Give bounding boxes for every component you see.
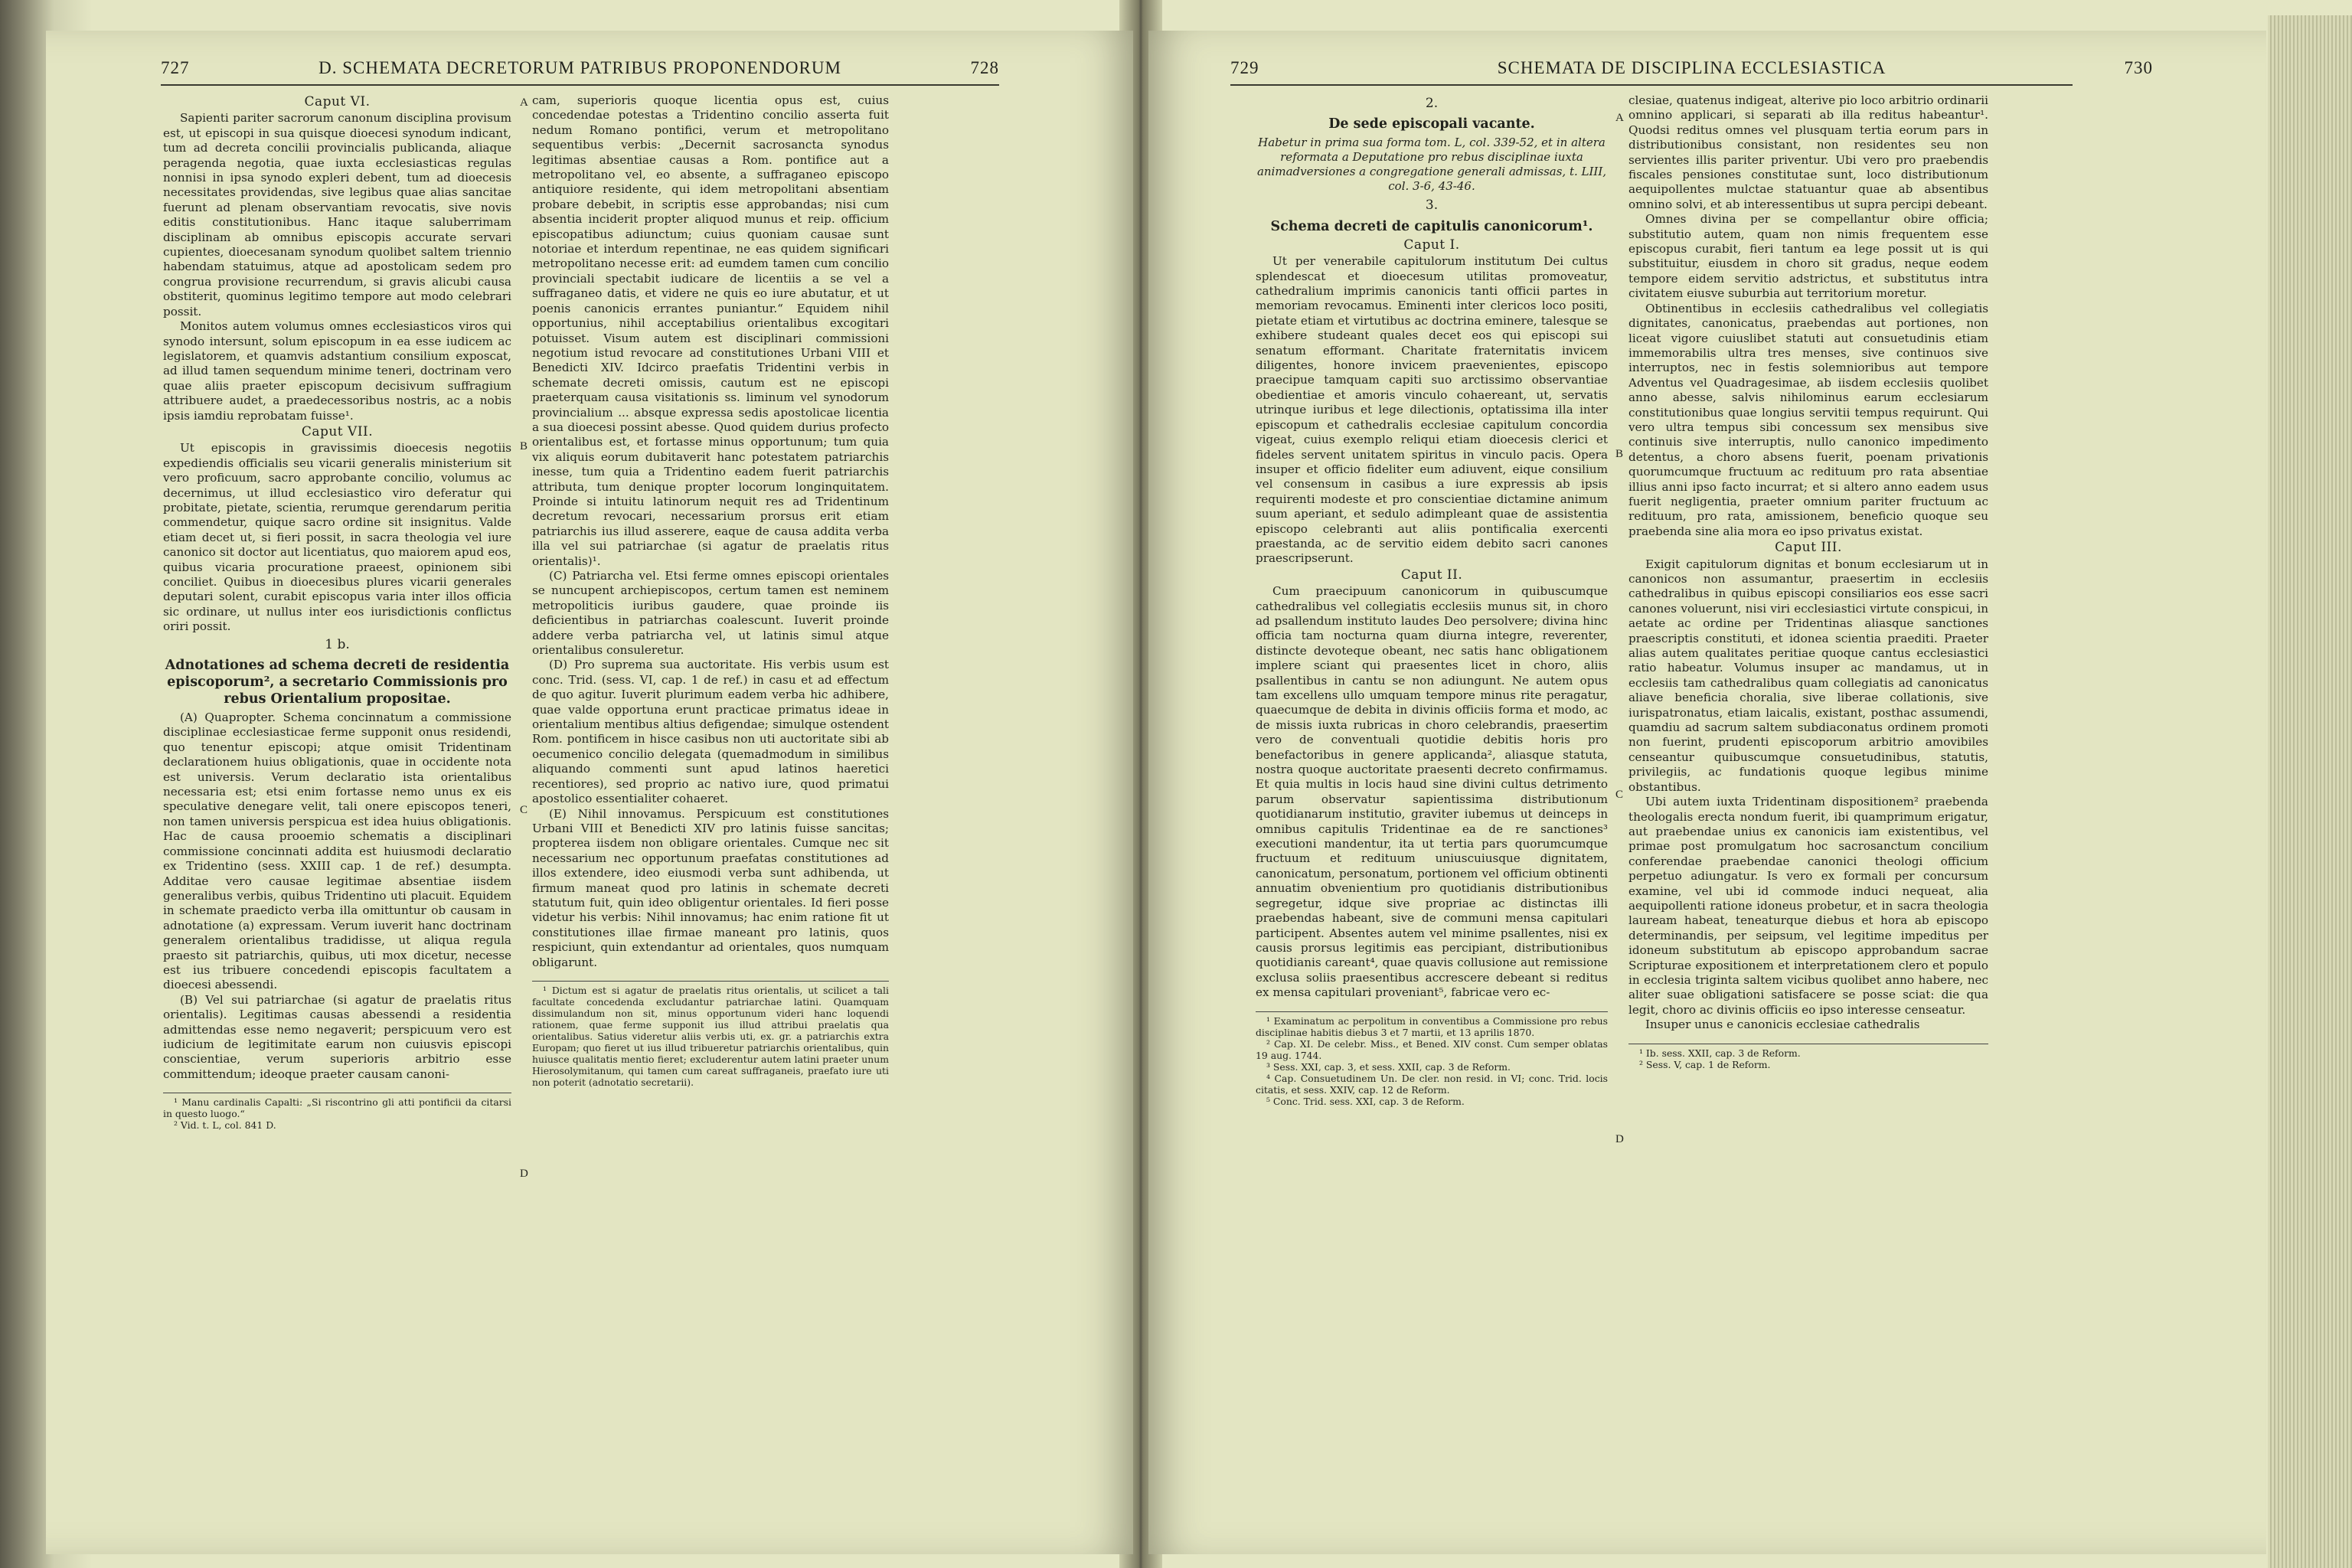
paragraph: (B) Vel sui patriarchae (si agatur de praelatis ritus orientalis). Legitimas causas abessendi a residentia admittendas esse nemo negaverit; perspicuum vero est iudicium de legitimitate earum non cuiusvis episcopi conscientiae, verum superioris arbitrio esse committendum; ideoque praeter causam canoni- bbox=[163, 992, 511, 1081]
page-number-729: 729 bbox=[1230, 58, 1259, 77]
page-number-730: 730 bbox=[2124, 58, 2153, 77]
running-title: SCHEMATA DE DISCIPLINA ECCLESIASTICA bbox=[1497, 58, 1886, 77]
section-number: 3. bbox=[1425, 198, 1439, 214]
margin-letter-d: D bbox=[1615, 1133, 1624, 1145]
footnote: ² Sess. V, cap. 1 de Reform. bbox=[1639, 1058, 1771, 1070]
paragraph: Insuper unus e canonicis ecclesiae cathedralis bbox=[1645, 1018, 1920, 1032]
page-edges bbox=[2268, 15, 2352, 1568]
footnote: ¹ Manu cardinalis Capalti: „Si riscontrino gli atti pontificii da citarsi in questo luogo.“ bbox=[163, 1096, 511, 1120]
footnotes bbox=[1256, 1011, 1608, 1107]
paragraph: Omnes divina per se compellantur obire officia; substitutio autem, quam non nimis frequentem esse episcopus curabit, fieri tantum ea lege possit ut is qui substituitur, eiusdem in choro sit gradus, neque eodem tempore eidem servitio adstrictus, et substitutus intra civitatem eiusve suburbia aut territorium moretur. bbox=[1628, 212, 1988, 301]
section-note: Habetur in prima sua forma tom. L, col. 339-52, et in altera reformata a Deputatione pro rebus disciplinae iuxta animadversiones a congregatione generali admissas, t. LIII, col. 3-6, 43-46. bbox=[1256, 136, 1607, 194]
paragraph: Exigit capitulorum dignitas et bonum ecclesiarum ut in canonicos non assumantur, praesertim in ecclesiis cathedralibus in quibus episcopi consiliarios eos esse sacri canones voluerunt, nisi viri ecclesiastici virtute conspicui, in aetate ac ordine per Tridentinas aliasque sanctiones praescriptis constituti, et idonea scientia praediti. Praeter alias autem qualitates peritiae quoque cantus ecclesiastici ratio habeatur. Volumus insuper ac mandamus, ut in ecclesiis tam cathedralibus quam collegiatis ad canonicatus aliave beneficia choralia, sive liberae collationis, sive iurispatronatus, etiam laicalis, existant, posthac assumendi, quamdiu ad sacrum saltem subdiaconatus ordinem promoti non fuerint, prudenti episcoporum arbitrio amovibiles censeantur quibuscumque consuetudinibus, statutis, privilegiis, ac fundationis quoque legibus minime obstantibus. bbox=[1628, 557, 1988, 794]
paragraph: Obtinentibus in ecclesiis cathedralibus vel collegiatis dignitates, canonicatus, praebendas aut portiones, non liceat vigore cuiuslibet statuti aut consuetudinis etiam immemorabilis ultra tres menses, sive continuos sive interruptos, nec in festis solemnioribus aut tempore Adventus vel Quadragesimae, ab iisdem ecclesiis quolibet anno abesse, salvis nihilominus earum ecclesiarum constitutionibus quae longius servitii tempus requirunt. Qui vero ultra tempus sibi concessum sex mensibus sive continuis sive interruptis, nullo canonico impedimento detentus, a choro absens fuerit, poenam privationis quorumcumque fructuum ac redituum pro rata absentiae illius anni ipso facto incurrat; et si altero anno eadem usus fuerit negligentia, praeter omnium pariter fructuum ac redituum, pro rata, amissionem, beneficio quoque seu praebenda sine alia mora eo ipso privatus existat. bbox=[1628, 301, 1988, 538]
footnote: ³ Sess. XXI, cap. 3, et sess. XXII, cap. 3 de Reform. bbox=[1266, 1060, 1511, 1073]
section-title: De sede episcopali vacante. bbox=[1328, 116, 1535, 132]
footnote: ¹ Dictum est si agatur de praelatis ritus orientalis, ut scilicet a tali facultate concedenda excludantur patriarchae latini. Quamquam dissimulandum non sit, minus opportunum videri hanc loquendi rationem, quae ferme supponit ius illud attribui praelatis qua orientalibus. Satius videretur aliis verbis uti, ex. gr. a patriarchis extra Europam; quo fieret ut ius illud tribueretur patriarchis orientalibus, quin huiusce qualitatis mentio fieret; excluderentur autem latini praeter unum Hierosolymitanum, qui tamen cum careat suffraganeis, praefato iure uti non poterit (adnotatio secretarii). bbox=[532, 984, 889, 1088]
margin-letter-b: B bbox=[520, 440, 528, 452]
margin-letter-c: C bbox=[1615, 789, 1624, 801]
footnote: ² Cap. XI. De celebr. Miss., et Bened. XIV const. Cum semper oblatas 19 aug. 1744. bbox=[1256, 1037, 1608, 1061]
left-column-1 bbox=[163, 93, 511, 1131]
page-number-727: 727 bbox=[161, 58, 190, 77]
footnotes bbox=[532, 981, 889, 1088]
caput-heading: Caput VI. bbox=[304, 94, 371, 109]
caput-heading: Caput VII. bbox=[301, 423, 374, 439]
caput-heading: Caput II. bbox=[1400, 567, 1463, 583]
paragraph: (C) Patriarcha vel. Etsi ferme omnes episcopi orientales se nuncupent archiepiscopos, certum tamen est neminem metropoliticis iuribus gaudere, quae proinde iis deficientibus in patriarchas coalescunt. Iuverit proinde addere verba patriarcha vel, ut latinis simul atque orientalibus consuleretur. bbox=[532, 569, 889, 658]
section-number: 2. bbox=[1425, 96, 1439, 111]
paragraph: clesiae, quatenus indigeat, alterive pio loco arbitrio ordinarii omnino applicari, si separati ab illa reditus habeantur¹. Quodsi reditus omnes vel plusquam tertia eorum pars in distributionibus consistant, non residentes seu non servientes illis pariter priventur. Ubi vero pro praebendis fiscales pensiones constitutae sunt, loco distributionum aequipollentes mulctae statuantur quae ab absentibus omnino solvi, et ab interessentibus ut supra percipi debeant. bbox=[1628, 93, 1988, 211]
right-page bbox=[1148, 31, 2266, 1554]
margin-letter-c: C bbox=[520, 804, 528, 816]
margin-letter-b: B bbox=[1615, 448, 1624, 460]
paragraph: (A) Quapropter. Schema concinnatum a commissione disciplinae ecclesiasticae ferme supponit onus residendi, quo tenentur episcopi; atque omisit Tridentinam declarationem huius obligationis, quae in occidente nota est universis. Verum declaratio ista orientalibus necessaria est; etsi enim fortasse nemo unus ex eis speculative denegare velit, tali onere episcopos teneri, non tamen universis perspicua est idea huius obligationis. Hac de causa prooemio schematis a disciplinari commissione concinnati addita est huiusmodi declaratio ex Tridentino (sess. XXIII cap. 1 de ref.) desumpta. Additae vero causae legitimae absentiae iisdem generalibus verbis, quibus Tridentino uti placuit. Equidem in schemate praedicto verba illa omittuntur ob causam in adnotatione (a) expressam. Verum iuverit hanc doctrinam generalem orientalibus tradidisse, ut aliqua regula praesto sit patriarchis, quibus, uti mox dicetur, necesse est ius tribuere concedendi episcopis facultatem a dioecesi abessendi. bbox=[163, 710, 511, 992]
paragraph: (E) Nihil innovamus. Perspicuum est constitutiones Urbani VIII et Benedicti XIV pro latinis fuisse sancitas; propterea iisdem non obligare orientales. Cumque nec sit necessarium nec opportunum praefatas constitutiones ad illos extendere, ideo eiusmodi verba sunt adhibenda, ut firmum maneat quod pro latinis in schemate decreti statutum fuit, quin ideo obligentur orientales. Id fieri posse videtur his verbis: Nihil innovamus; hac enim ratione fit ut constitutiones illae firmae maneant pro latinis, quos respiciunt, quin extendantur ad orientales, quos numquam obligarunt. bbox=[532, 806, 889, 969]
left-page bbox=[46, 31, 1133, 1554]
paragraph: cam, superioris quoque licentia opus est, cuius concedendae potestas a Tridentino concilio asserta fuit nedum Romano pontifici, verum et metropolitano sequentibus verbis: „Decernit sacrosancta synodus legitimas absentiae causas a Rom. pontifice aut a metropolitano vel, eo absente, a suffraganeo episcopo antiquiore residente, qui idem metropolitani absentiam probare debebit, in scriptis esse approbandas; nisi cum absentia inciderit propter aliquod munus et reip. officium episcopatibus adiunctum; cuius quoniam causae sunt notoriae et interdum repentinae, ne eas quidem significari metropolitano necesse erit: ad eumdem tamen cum concilio provinciali spectabit iudicare de licentiis a se vel a suffraganeo datis, et videre ne quis eo iure abutatur, et ut poenis canonicis errantes puniantur.“ Equidem nihil opportunius, nihil acceptabilius orientalibus excogitari potuisset. Visum autem est disciplinari commissioni negotium istud revocare ad constitutiones Urbani VIII et Benedicti XIV. Idcirco praefatis Tridentini verbis in schemate decreti omissis, cautum est ne episcopi praeterquam causa visitationis ss. liminum vel synodorum provincialium ... absque expressa sedis apostolicae licentia a sua dioecesi possint abesse. Quod quidem durius profecto orientalibus est, et fortasse minus opportunum; tum quia vix aliquis eorum dubitaverit hanc potestatem patriarchis inesse, tum quia a Tridentino eadem fuerit patriarchis attributa, tum denique propter locorum longinquitatem. Proinde si intuitu latinorum nequit res ad Tridentinum decretum revocari, necessarium prorsus erit etiam patriarchis ius illud asserere, eaque de causa addita verba illa vel sui patriarchae (si agatur de praelatis ritus orientalis)¹. bbox=[532, 93, 889, 568]
paragraph: Ut episcopis in gravissimis dioecesis negotiis expediendis officialis seu vicarii generalis ministerium sit vero proficuum, sacro approbante concilio, volumus ac decernimus, ut illud ecclesiastico viro deferatur qui probitate, pietate, scientia, rerumque gerendarum peritia commendetur, quique sacro ordine sit insignitus. Valde etiam decet ut, si fieri possit, in sacra theologia vel iure canonico sit doctor aut licentiatus, quo maiorem apud eos, quibus vicaria procuratione praeest, opinionem sibi conciliet. Quibus in dioecesibus plures vicarii generales deputari solent, curabit episcopus varia inter illos officia sic ordinare, ut nullus inter eos iurisdictionis conflictus oriri possit. bbox=[163, 441, 511, 634]
footnotes bbox=[1628, 1044, 1988, 1070]
paragraph: (D) Pro suprema sua auctoritate. His verbis usum est conc. Trid. (sess. VI, cap. 1 de ref.) in casu et ad effectum de quo agitur. Iuverit plurimum eadem verba hic adhibere, quae valde opportuna erunt practicae primatus ideae in orientalium mentibus altius defigendae; simulque ostendent Rom. pontificem in hisce casibus non uti auctoritate sibi ab oecumenico concilio delegata (quemadmodum in similibus aliquando commenti sunt apud latinos haeretici recentiores), sed proprio ac nativo iure, quod primatui apostolico essentialiter cohaeret. bbox=[532, 658, 889, 806]
section-title: Adnotationes ad schema decreti de residentia episcoporum², a secretario Commissionis pro rebus Orientalium propositae. bbox=[165, 658, 510, 707]
page-number-728: 728 bbox=[970, 58, 999, 77]
left-column-2 bbox=[532, 93, 889, 1088]
paragraph: Cum praecipuum canonicorum in quibuscumque cathedralibus vel collegiatis ecclesiis munus sit, in choro ad psallendum instituto laudes Deo persolvere; divina hinc officia tam nocturna quam diurna integre, reverenter, distincte devoteque obeant, nec satis hanc obligationem implere sciant qui praesentes licet in choro, aliis psallentibus in cantu se non adiungunt. Ne autem opus tam excellens ullo umquam tempore minus rite peragatur, quaecumque de debita in divinis officiis forma et modo, ac de missis iuxta rubricas in choro celebrandis, praesertim vero de conventuali quotidie debitis horis pro benefactoribus in genere applicanda², aliasque statuta, nostra quoque auctoritate praesenti decreto confirmamus. Et quia multis in locis haud sine divini cultus detrimento parum observatur sapientissima distributionum quotidianarum institutio, graviter iubemus ut deinceps in omnibus capitulis Tridentinae ea de re sanctiones³ executioni mandentur, ita ut tertia pars quorumcumque fructuum et redituum uniuscuiusque dignitatem, canonicatum, personatum, portionem vel officium obtinenti annuatim obvenientium pro quotidianis distributionibus segregetur, idque sive propriae ac distinctas illi praebendas habeant, sive de communi mensa capitulari participent. Absentes autem vel minime psallentes, nisi ex causis prorsus legitimis eas percipiant, distributionibus quotidianis careant⁴, quae quavis collusione aut remissione exclusa soliis praesentibus accrescere debeant si reditus ex mensa capitulari proveniant⁵, fabricae vero ec- bbox=[1256, 584, 1608, 1000]
footnote: ⁵ Conc. Trid. sess. XXI, cap. 3 de Reform. bbox=[1266, 1095, 1465, 1107]
paragraph: Sapienti pariter sacrorum canonum disciplina provisum est, ut episcopi in sua quisque dioecesi synodum indicant, tum ad decreta concilii provincialis publicanda, aliaque peragenda negotia, quae iuxta ecclesiasticas regulas nonnisi in ipsa synodo expleri debent, tum ad dioecesis necessitates providendas, sive legibus quae alias sancitae fuerunt ad plenam observantiam revocatis, sive novis editis constitutionibus. Hanc itaque saluberrimam disciplinam ab omnibus episcopis accurate servari cupientes, dioecesanam synodum quolibet saltem triennio habendam statuimus, atque ad apostolicam sedem pro congrua provisione recurrendum, si gravis alicubi causa obstiterit, quominus legitimo tempore aut modo celebrari possit. bbox=[163, 111, 511, 318]
right-column-2 bbox=[1628, 93, 1988, 1070]
margin-letter-a: A bbox=[1615, 112, 1624, 124]
caput-heading: Caput I. bbox=[1403, 237, 1460, 253]
running-title: D. SCHEMATA DECRETORUM PATRIBUS PROPONENDORUM bbox=[318, 58, 841, 77]
margin-letter-a: A bbox=[520, 96, 528, 109]
section-number: 1 b. bbox=[325, 636, 350, 652]
header-rule bbox=[161, 84, 999, 86]
caput-heading: Caput III. bbox=[1775, 540, 1842, 556]
right-column-1 bbox=[1256, 93, 1608, 1107]
paragraph: Ubi autem iuxta Tridentinam dispositionem² praebenda theologalis erecta nondum fuerit, ibi quamprimum erigatur, aut praebendae unius ex canonicis iam existentibus, vel primae post promulgatum hoc sacrosanctum concilium conferendae praebendae canonici theologi officium perpetuo adiungatur. Is vero ex formali per concursum examine, vel ubi id commode induci nequeat, alia aequipollenti ratione idoneus probetur, et in sacra theologia lauream habeat, teneaturque diebus et hora ab episcopo determinandis, per seipsum, vel legitime impeditus per idoneum substitutum ab episcopo approbandum sacrae Scripturae expositionem et interpretationem clero et populo in ecclesia triginta saltem vicibus quolibet anno habere, nec aliter suae obligationi satisfacere se posse sciat: die qua legit, choro ac divinis officiis eo ipso interesse censeatur. bbox=[1628, 795, 1988, 1017]
footnotes bbox=[163, 1093, 511, 1131]
footnote: ² Vid. t. L, col. 841 D. bbox=[174, 1119, 276, 1132]
paragraph: Ut per venerabile capitulorum institutum Dei cultus splendescat et dioecesum utilitas promoveatur, cathedralium imprimis canonicis tanti officii partes in memoriam revocamus. Eminenti inter clericos loco positi, pietate etiam et virtutibus ac doctrina eminere, talesque se exhibere studeant quales decet eos qui episcopi sui senatum efformant. Charitate fraternitatis invicem diligentes, honore invicem praevenientes, episcopo praecipue tamquam capiti suo arctissimo observantiae obedientiae et amoris vinculo cohaereant, ut, servatis utrinque iuribus et lege dilectionis, optatissima illa inter episcopum et cathedralis ecclesiae capitulum concordia vigeat, cuius exemplo reliqui etiam dioecesis clerici et fideles servent unitatem spiritus in vinculo pacis. Opera insuper et officio fideliter eum adiuvent, eique consilium vel consensum in casibus a iure expressis ab ipsis requirenti modeste et pro conscientiae dictamine animum suum aperiant, et sedulo adimpleant quae de assistentia episcopo celebranti aut aliis pontificalia exercenti praestanda, ac de servitio eidem debito sacri canones praescripserunt. bbox=[1256, 254, 1608, 566]
footnote: ¹ Examinatum ac perpolitum in conventibus a Commissione pro rebus disciplinae habitis diebus 3 et 7 martii, et 13 aprilis 1870. bbox=[1256, 1014, 1608, 1038]
section-title: Schema decreti de capitulis canonicorum¹. bbox=[1270, 218, 1593, 234]
footnote: ⁴ Cap. Consuetudinem Un. De cler. non resid. in VI; conc. Trid. locis citatis, et sess. XXIV, cap. 12 de Reform. bbox=[1256, 1072, 1608, 1096]
header-rule bbox=[1230, 84, 2073, 86]
margin-letter-d: D bbox=[520, 1168, 528, 1180]
footnote: ¹ Ib. sess. XXII, cap. 3 de Reform. bbox=[1639, 1047, 1801, 1059]
paragraph: Monitos autem volumus omnes ecclesiasticos viros qui synodo intersunt, solum episcopum in ea esse iudicem ac legislatorem, et quamvis adstantium consilium exposcat, ad illud tamen sequendum minime teneri, doctrinam vero quae aliis praeter episcopum decisivum suffragium attribuere audet, a praedecessoribus nostris, ac a nobis ipsis iamdiu reprobatam fuisse¹. bbox=[163, 319, 511, 423]
